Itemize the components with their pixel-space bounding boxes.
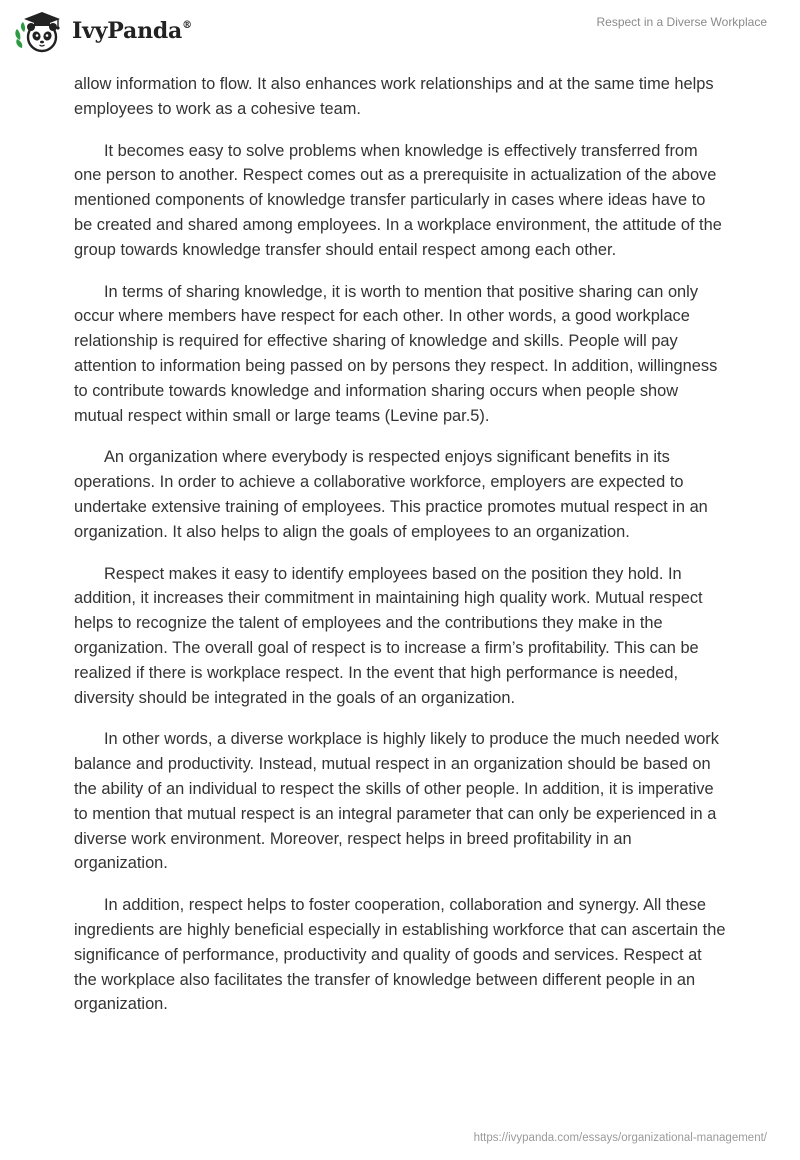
essay-body xyxy=(74,72,726,1034)
paragraph-7: In addition, respect helps to foster cooperation, collaboration and synergy. All these ingredients are highly beneficial especially in establishing workforce that can ascertain the significance of performance, productivity and quality of goods and services. Respect at the workplace also facilitates the transfer of knowledge between different people in an organization. xyxy=(74,896,726,1014)
page-header xyxy=(0,0,800,70)
paragraph-6: In other words, a diverse workplace is highly likely to produce the much needed work balance and productivity. Instead, mutual respect in an organization should be based on the ability of an individual to respect the skills of other people. In addition, it is imperative to mention that mutual respect is an integral parameter that can only be experienced in a diverse work environment. Moreover, respect helps in breed profitability in an organization. xyxy=(74,730,719,873)
paragraph-4: An organization where everybody is respected enjoys significant benefits in its operations. In order to achieve a collaborative workforce, employers are expected to undertake extensive training of employees. This practice promotes mutual respect in an organization. It also helps to align the goals of employees to an organization. xyxy=(74,448,708,541)
registered-mark: ® xyxy=(182,19,192,31)
ivypanda-logo[interactable] xyxy=(14,10,192,54)
document-title: Respect in a Diverse Workplace xyxy=(596,15,767,29)
panda-graduate-icon xyxy=(14,10,66,54)
source-url-link[interactable]: https://ivypanda.com/essays/organizational-management/ xyxy=(473,1132,767,1144)
paragraph-3: In terms of sharing knowledge, it is worth to mention that positive sharing can only occur where members have respect for each other. In other words, a good workplace relationship is required for effective sharing of knowledge and skills. People will pay attention to information being passed on by persons they respect. In addition, willingness to contribute towards knowledge and information sharing occurs when people show mutual respect within small or large teams (Levine par.5). xyxy=(74,282,718,425)
paragraph-2: It becomes easy to solve problems when knowledge is effectively transferred from one person to another. Respect comes out as a prerequisite in actualization of the above mentioned components of knowledge transfer particularly in cases where ideas have to be created and shared among employees. In a workplace environment, the attitude of the group towards knowledge transfer should entail respect among each other. xyxy=(74,141,722,259)
brand-name: IvyPanda® xyxy=(72,18,192,44)
paragraph-1: allow information to flow. It also enhances work relationships and at the same time helps employees to work as a cohesive team. xyxy=(74,75,714,118)
paragraph-5: Respect makes it easy to identify employees based on the position they hold. In addition, it increases their commitment in maintaining high quality work. Mutual respect helps to recognize the talent of employees and the contributions they make in the organization. The overall goal of respect is to increase a firm’s profitability. This can be realized if there is workplace respect. In the event that high performance is needed, diversity should be integrated in the goals of an organization. xyxy=(74,564,703,707)
